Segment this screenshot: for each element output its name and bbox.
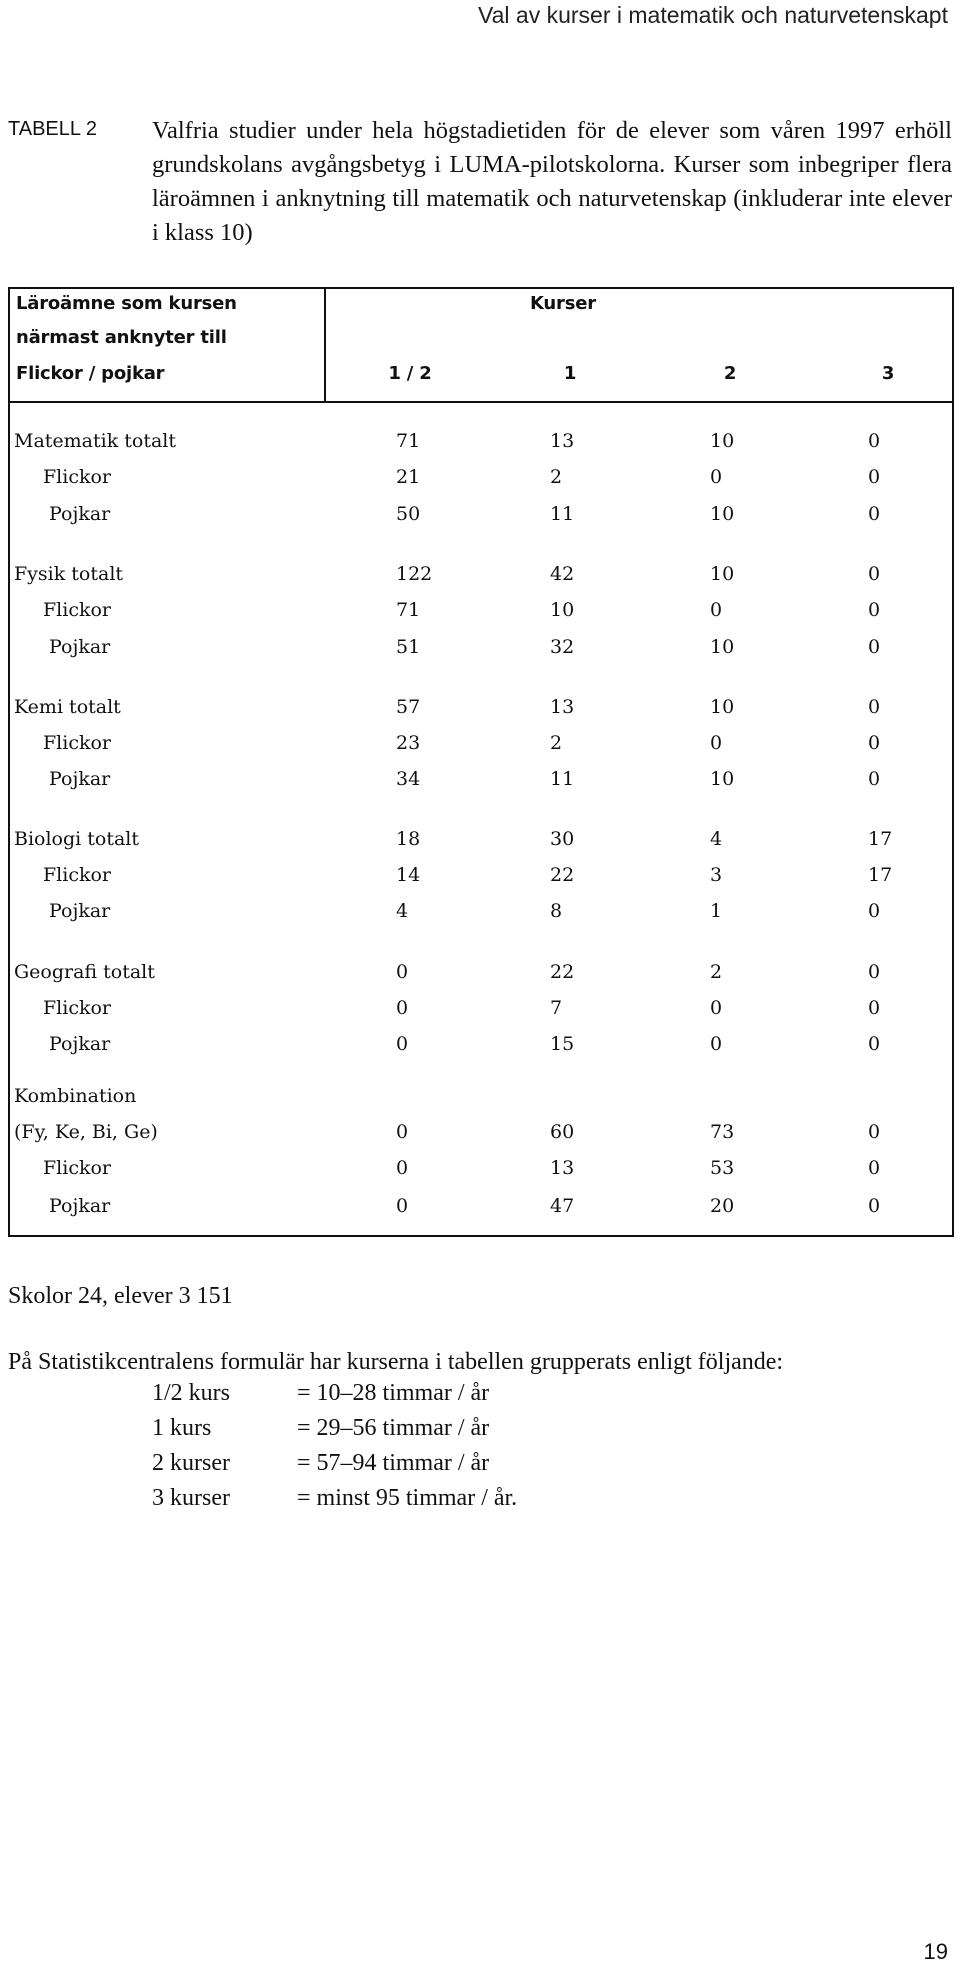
row-label: Pojkar [49, 636, 111, 658]
definition-value: = 57–94 timmar / år [297, 1450, 490, 1476]
table-cell: 0 [396, 997, 409, 1019]
table-cell: 20 [710, 1195, 735, 1217]
column-header: 1 / 2 [388, 363, 432, 384]
row-header-line-1: Läroämne som kursen [16, 293, 237, 314]
table-row [8, 732, 954, 768]
row-label: Flickor [43, 599, 112, 621]
row-label: Geografi totalt [14, 961, 155, 983]
table-cell: 2 [550, 732, 563, 754]
table-row [8, 636, 954, 672]
table-cell: 14 [396, 864, 421, 886]
row-label: Pojkar [49, 503, 111, 525]
table-cell: 4 [396, 900, 409, 922]
table-row [8, 768, 954, 804]
header-divider-vertical [324, 289, 326, 402]
row-header-line-3: Flickor / pojkar [16, 363, 165, 384]
table-cell: 22 [550, 961, 575, 983]
table-cell: 0 [710, 466, 723, 488]
table-row [8, 1033, 954, 1069]
schools-summary: Skolor 24, elever 3 151 [8, 1283, 233, 1309]
table-cell: 3 [710, 864, 723, 886]
table-row [8, 828, 954, 864]
table-row [8, 430, 954, 466]
table-cell: 73 [710, 1121, 735, 1143]
table-cell: 0 [868, 900, 881, 922]
table-cell: 60 [550, 1121, 575, 1143]
table-cell: 15 [550, 1033, 575, 1055]
table-cell: 10 [710, 563, 735, 585]
table-cell: 13 [550, 696, 575, 718]
row-label: Pojkar [49, 1195, 111, 1217]
table-cell: 0 [710, 1033, 723, 1055]
table-cell: 0 [868, 961, 881, 983]
table-cell: 34 [396, 768, 421, 790]
table-cell: 0 [710, 732, 723, 754]
table-cell: 0 [868, 430, 881, 452]
table-cell: 0 [396, 1195, 409, 1217]
table-cell: 0 [868, 503, 881, 525]
table-row [8, 864, 954, 900]
row-label: Flickor [43, 732, 112, 754]
table-row [8, 1085, 954, 1121]
definition-value: = 10–28 timmar / år [297, 1380, 490, 1406]
table-cell: 10 [710, 768, 735, 790]
table-row [8, 466, 954, 502]
row-header-line-2: närmast anknyter till [16, 327, 227, 348]
table-cell: 0 [710, 599, 723, 621]
row-label: Pojkar [49, 768, 111, 790]
table-cell: 10 [710, 503, 735, 525]
table-cell: 21 [396, 466, 421, 488]
row-label: Flickor [43, 864, 112, 886]
row-label: Flickor [43, 466, 112, 488]
table-cell: 18 [396, 828, 421, 850]
table-cell: 11 [550, 768, 575, 790]
table-cell: 0 [868, 732, 881, 754]
table-cell: 13 [550, 430, 575, 452]
table-cell: 0 [396, 961, 409, 983]
column-header: 3 [881, 363, 895, 384]
table-row [8, 563, 954, 599]
table-cell: 0 [868, 997, 881, 1019]
row-label: Pojkar [49, 1033, 111, 1055]
table-row [8, 503, 954, 539]
table-cell: 32 [550, 636, 575, 658]
row-label: Matematik totalt [14, 430, 177, 452]
table-cell: 122 [396, 563, 433, 585]
row-label: Pojkar [49, 900, 111, 922]
table-cell: 0 [710, 997, 723, 1019]
table-cell: 0 [396, 1157, 409, 1179]
row-label: Flickor [43, 1157, 112, 1179]
table-cell: 0 [396, 1033, 409, 1055]
table-cell: 10 [710, 696, 735, 718]
table-cell: 10 [710, 430, 735, 452]
classification-note: På Statistikcentralens formulär har kurserna i tabellen grupperats enligt följande: [8, 1349, 784, 1375]
table-row [8, 997, 954, 1033]
row-label: Biologi totalt [14, 828, 140, 850]
table-cell: 23 [396, 732, 421, 754]
table-cell: 0 [868, 466, 881, 488]
table-cell: 0 [868, 563, 881, 585]
running-header: Val av kurser i matematik och naturvetenskapt [477, 2, 948, 28]
table-cell: 0 [868, 636, 881, 658]
table-cell: 17 [868, 864, 893, 886]
row-label: Flickor [43, 997, 112, 1019]
table-cell: 42 [550, 563, 575, 585]
table-cell: 51 [396, 636, 421, 658]
table-cell: 0 [868, 1033, 881, 1055]
table-row [8, 1157, 954, 1193]
table-row [8, 961, 954, 997]
table-cell: 71 [396, 430, 421, 452]
definition-term: 3 kurser [152, 1485, 230, 1511]
table-caption-label: TABELL 2 [8, 118, 97, 140]
table-cell: 30 [550, 828, 575, 850]
table-cell: 10 [710, 636, 735, 658]
column-group-header: Kurser [530, 293, 596, 314]
table-cell: 0 [868, 768, 881, 790]
row-label: (Fy, Ke, Bi, Ge) [14, 1121, 158, 1143]
table-cell: 47 [550, 1195, 575, 1217]
table-caption-text: Valfria studier under hela högstadietiden för de elever som våren 1997 erhöll grundskolans avgångsbetyg i LUMA-pilotskolorna. Kurser som inbegriper flera läroämnen i anknytning till matematik och naturvetenskap (inkluderar inte elever i klass 10) [152, 117, 952, 246]
definition-term: 1 kurs [152, 1415, 212, 1441]
header-divider-horizontal [10, 401, 952, 403]
table-cell: 10 [550, 599, 575, 621]
table-cell: 11 [550, 503, 575, 525]
table-cell: 57 [396, 696, 421, 718]
definition-value: = 29–56 timmar / år [297, 1415, 490, 1441]
table-cell: 1 [710, 900, 723, 922]
table-row [8, 696, 954, 732]
table-cell: 2 [550, 466, 563, 488]
definition-value: = minst 95 timmar / år. [297, 1485, 518, 1511]
row-label: Kombination [14, 1085, 137, 1107]
table-cell: 71 [396, 599, 421, 621]
table-cell: 0 [868, 1195, 881, 1217]
table-row [8, 1121, 954, 1157]
table-row [8, 599, 954, 635]
table-row [8, 1195, 954, 1231]
table-cell: 0 [868, 599, 881, 621]
definition-term: 1/2 kurs [152, 1380, 230, 1406]
definition-term: 2 kurser [152, 1450, 230, 1476]
table-cell: 22 [550, 864, 575, 886]
table-cell: 4 [710, 828, 723, 850]
table-cell: 17 [868, 828, 893, 850]
table-cell: 2 [710, 961, 723, 983]
table-cell: 0 [868, 1121, 881, 1143]
row-label: Fysik totalt [14, 563, 124, 585]
table-cell: 0 [868, 696, 881, 718]
table-cell: 0 [396, 1121, 409, 1143]
table-cell: 13 [550, 1157, 575, 1179]
column-header: 2 [723, 363, 737, 384]
page-number: 19 [923, 1939, 948, 1964]
table-cell: 8 [550, 900, 563, 922]
table-cell: 53 [710, 1157, 735, 1179]
column-header: 1 [563, 363, 577, 384]
table-cell: 0 [868, 1157, 881, 1179]
row-label: Kemi totalt [14, 696, 121, 718]
table-cell: 50 [396, 503, 421, 525]
table-row [8, 900, 954, 936]
table-cell: 7 [550, 997, 563, 1019]
